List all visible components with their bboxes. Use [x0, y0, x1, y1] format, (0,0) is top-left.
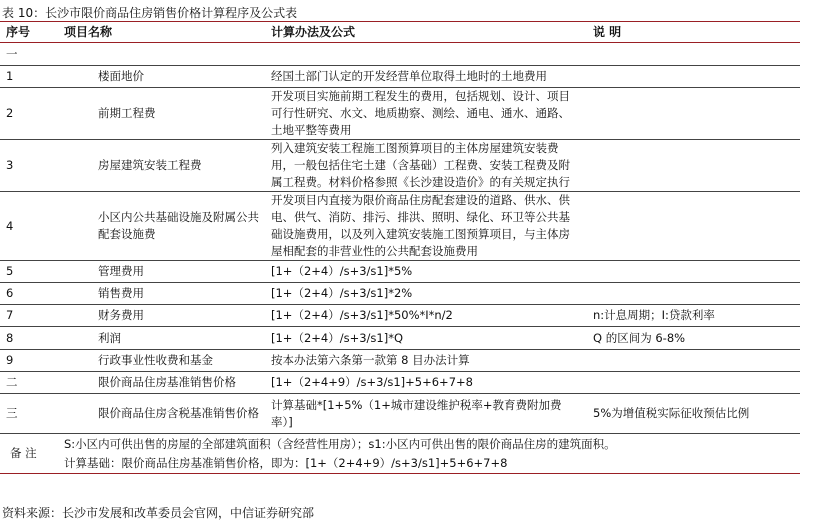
cell-note: n:计息周期；I:贷款利率: [585, 305, 800, 327]
table-row: [0, 43, 800, 66]
remark-label: 备 注: [0, 434, 58, 474]
price-formula-table: [0, 21, 800, 474]
table-row: [0, 88, 800, 140]
cell-formula: 列入建筑安装工程施工图预算项目的主体房屋建筑安装费用，一般包括住宅土建（含基础）工程费、安装工程费及附属工程费。材料价格参照《长沙建设造价》的有关规定执行: [265, 140, 585, 192]
table-row: [0, 66, 800, 88]
remark-text: [58, 434, 800, 474]
table-row: [0, 372, 800, 394]
cell-name: [58, 43, 265, 66]
cell-formula: 开发项目内直接为限价商品住房配套建设的道路、供水、供电、供气、消防、排污、排洪、照明、绿化、环卫等公共基础设施费用，以及列入建筑安装施工图预算项目，与主体房屋相配套的非营业性的公共配套设施费用: [265, 192, 585, 261]
cell-note: 5%为增值税实际征收预估比例: [585, 394, 800, 434]
cell-formula: [1+（2+4）/s+3/s1]*Q: [265, 327, 585, 350]
cell-formula: [1+（2+4+9）/s+3/s1]+5+6+7+8: [265, 372, 585, 394]
cell-no: 一: [0, 43, 58, 66]
cell-no: 5: [0, 261, 58, 283]
cell-formula: [1+（2+4）/s+3/s1]*50%*I*n/2: [265, 305, 585, 327]
table-row: [0, 283, 800, 305]
cell-note: [585, 350, 800, 372]
cell-name: 销售费用: [58, 283, 265, 305]
table-row: [0, 350, 800, 372]
cell-formula: 计算基础*[1+5%（1+城市建设维护税率+教育费附加费率）]: [265, 394, 585, 434]
table-row: [0, 305, 800, 327]
header-name: 项目名称: [58, 22, 265, 43]
remark-line-2: 计算基础：限价商品住房基准销售价格，即为：[1+（2+4+9）/s+3/s1]+5+6+7+8: [64, 455, 508, 470]
header-row: [0, 22, 800, 43]
table-body: [0, 43, 800, 474]
cell-note: [585, 88, 800, 140]
cell-formula: [1+（2+4）/s+3/s1]*2%: [265, 283, 585, 305]
source-note: 资料来源：长沙市发展和改革委员会官网，中信证券研究部: [2, 506, 315, 520]
cell-formula: 经国土部门认定的开发经营单位取得土地时的土地费用: [265, 66, 585, 88]
cell-no: 4: [0, 192, 58, 261]
cell-formula: [265, 43, 585, 66]
cell-formula: 按本办法第六条第一款第 8 目办法计算: [265, 350, 585, 372]
remark-line-1: S:小区内可供出售的房屋的全部建筑面积（含经营性用房）；s1:小区内可供出售的限价商品住房的建筑面积。: [64, 436, 616, 451]
cell-no: 1: [0, 66, 58, 88]
cell-name: 财务费用: [58, 305, 265, 327]
cell-no: 8: [0, 327, 58, 350]
cell-formula: 开发项目实施前期工程发生的费用，包括规划、设计、项目可行性研究、水文、地质勘察、测绘、通电、通水、通路、土地平整等费用: [265, 88, 585, 140]
cell-no: 二: [0, 372, 58, 394]
cell-name: 行政事业性收费和基金: [58, 350, 265, 372]
header-note: 说 明: [585, 22, 800, 43]
cell-note: [585, 192, 800, 261]
cell-note: [585, 372, 800, 394]
cell-no: 9: [0, 350, 58, 372]
cell-no: 6: [0, 283, 58, 305]
cell-no: 2: [0, 88, 58, 140]
table-caption: 表 10：长沙市限价商品住房销售价格计算程序及公式表: [2, 6, 298, 20]
cell-name: 管理费用: [58, 261, 265, 283]
table-row: [0, 261, 800, 283]
table-row: [0, 140, 800, 192]
cell-name: 利润: [58, 327, 265, 350]
cell-no: 三: [0, 394, 58, 434]
cell-no: 7: [0, 305, 58, 327]
cell-name: 楼面地价: [58, 66, 265, 88]
table-row: [0, 394, 800, 434]
cell-name: 限价商品住房基准销售价格: [58, 372, 265, 394]
cell-no: 3: [0, 140, 58, 192]
table-row: [0, 327, 800, 350]
cell-note: [585, 43, 800, 66]
cell-formula: [1+（2+4）/s+3/s1]*5%: [265, 261, 585, 283]
cell-name: 前期工程费: [58, 88, 265, 140]
cell-name: 小区内公共基础设施及附属公共配套设施费: [58, 192, 265, 261]
header-formula: 计算办法及公式: [265, 22, 585, 43]
remark-row: [0, 434, 800, 474]
cell-note: [585, 66, 800, 88]
header-no: 序号: [0, 22, 58, 43]
cell-name: 限价商品住房含税基准销售价格: [58, 394, 265, 434]
cell-note: [585, 140, 800, 192]
cell-note: Q 的区间为 6-8%: [585, 327, 800, 350]
cell-note: [585, 283, 800, 305]
cell-note: [585, 261, 800, 283]
table-row: [0, 192, 800, 261]
cell-name: 房屋建筑安装工程费: [58, 140, 265, 192]
